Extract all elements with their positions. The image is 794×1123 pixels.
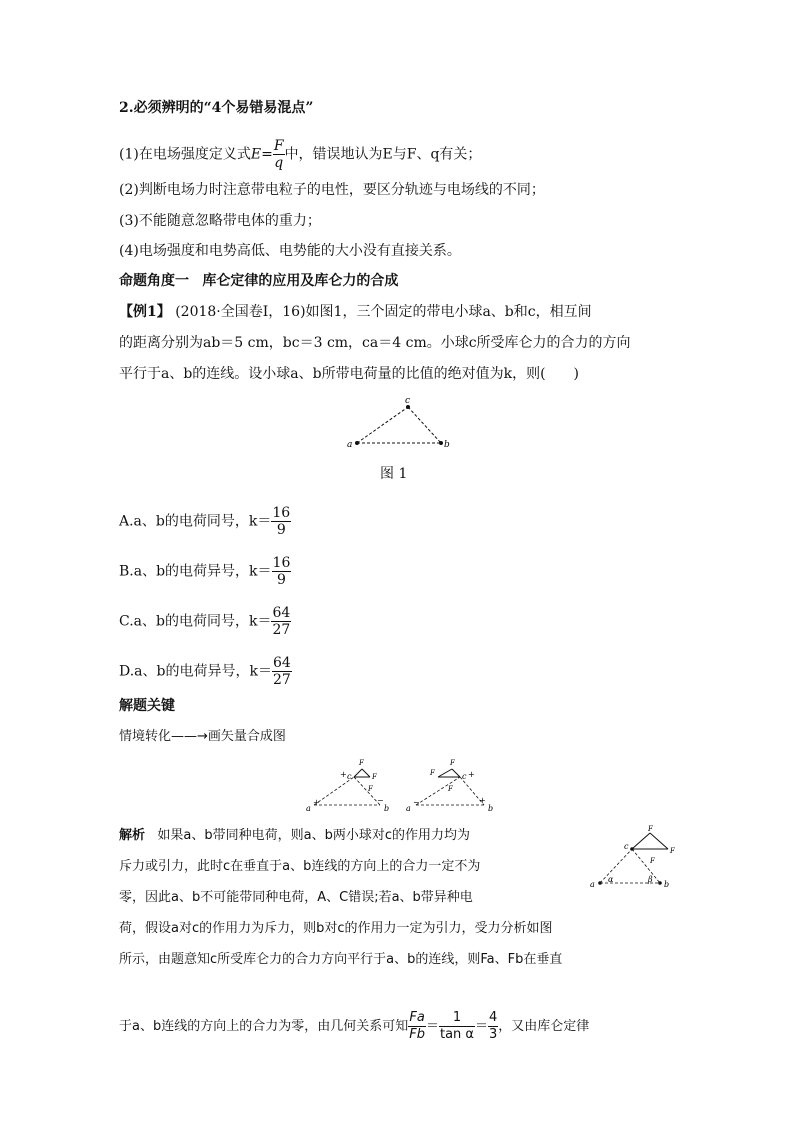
vector-figure-2 bbox=[404, 757, 496, 813]
vf1-force-b bbox=[362, 769, 370, 777]
option-c-fraction bbox=[271, 605, 291, 638]
angle-label: 命题角度一 bbox=[119, 273, 189, 289]
option-b bbox=[119, 555, 291, 588]
example-tag: 【例1】 bbox=[119, 304, 171, 320]
vf2-Fa: F bbox=[430, 769, 435, 777]
vf2-force-b bbox=[438, 769, 452, 777]
sf-edge-ac bbox=[600, 849, 632, 883]
proposition-angle bbox=[119, 270, 398, 292]
flow-end: 画矢量合成图 bbox=[207, 729, 286, 744]
vf1-edge-ac bbox=[314, 777, 354, 805]
eq-1: ＝ bbox=[425, 1019, 439, 1034]
edge-cb bbox=[408, 407, 441, 443]
option-b-text: B.a、b的电荷异号，k＝ bbox=[119, 563, 272, 580]
example-line-3: 平行于a、b的连线。设小球a、b所带电荷量的比值的绝对值为k，则( ) bbox=[119, 366, 580, 382]
sf-edge-cb bbox=[632, 849, 660, 883]
ball-b bbox=[439, 441, 443, 445]
sf-ball-c bbox=[630, 847, 634, 851]
flow-arrow: ——→ bbox=[171, 729, 208, 744]
side-force-figure bbox=[588, 823, 680, 893]
vf1-plus-c: + bbox=[340, 770, 347, 779]
ball-a bbox=[355, 441, 359, 445]
vf2-force-a bbox=[452, 769, 460, 777]
vf2-Fc: F bbox=[450, 759, 455, 767]
sf-ball-b bbox=[658, 881, 662, 885]
ratio1-num: Fa bbox=[409, 1010, 425, 1025]
ratio-fraction-2 bbox=[439, 1010, 475, 1043]
vf2-plus-c: + bbox=[468, 770, 475, 779]
vf2-edge-ac bbox=[416, 777, 460, 805]
analysis-line-1 bbox=[119, 825, 470, 847]
label-a: a bbox=[347, 440, 353, 449]
ratio2-den: tan α bbox=[439, 1027, 474, 1042]
example-line1-text: (2018·全国卷Ⅰ，16)如图1，三个固定的带电小球a、b和c，相互间 bbox=[175, 304, 592, 320]
item1-q: q bbox=[274, 155, 284, 171]
item1-pre: (1)在电场强度定义式 bbox=[119, 146, 251, 163]
vf1-label-a: a bbox=[306, 804, 311, 813]
option-b-fraction bbox=[272, 555, 292, 588]
ratio-fraction-1 bbox=[408, 1010, 426, 1043]
analysis-line1-text: 如果a、b带同种电荷，则a、b两小球对c的作用力均为 bbox=[157, 828, 471, 843]
item-2: (2)判断电场力时注意带电粒子的电性，要区分轨迹与电场线的不同； bbox=[119, 182, 545, 198]
vf2-plus-b: + bbox=[479, 796, 486, 805]
sf-Fc: F bbox=[648, 825, 653, 833]
section-heading: 2.必须辨明的“4个易错易混点” bbox=[119, 100, 314, 116]
vf1-label-c: c bbox=[347, 772, 352, 781]
sf-Fa: F bbox=[670, 847, 675, 855]
key-flow bbox=[119, 726, 286, 748]
option-c bbox=[119, 605, 291, 638]
angle-title: 库仑定律的应用及库仑力的合成 bbox=[202, 273, 399, 289]
item-1 bbox=[119, 138, 481, 171]
analysis-line-4: 荷，假设a对c的作用力为斥力，则b对c的作用力一定为引力，受力分析如图 bbox=[119, 921, 553, 936]
vf2-Fb: F bbox=[448, 785, 453, 793]
sf-force-a bbox=[632, 833, 650, 849]
vf2-label-a: a bbox=[406, 804, 411, 813]
vf1-Fb: F bbox=[368, 785, 373, 793]
sf-force-b bbox=[650, 833, 668, 849]
option-a-num: 16 bbox=[272, 505, 291, 521]
item1-post: 中，错误地认为E与F、q有关； bbox=[284, 146, 482, 163]
option-a-text: A.a、b的电荷同号，k＝ bbox=[119, 513, 272, 530]
option-d-fraction bbox=[272, 655, 292, 688]
figure-1-triangle bbox=[342, 395, 454, 449]
option-b-den: 9 bbox=[276, 572, 286, 588]
vf1-minus-b: − bbox=[377, 796, 384, 805]
sf-ball-a bbox=[598, 881, 602, 885]
figure-1-caption: 图 1 bbox=[380, 466, 408, 482]
eq-2: ＝ bbox=[474, 1019, 488, 1034]
sf-beta: β bbox=[648, 875, 653, 884]
vf2-label-c: c bbox=[462, 772, 467, 781]
label-c: c bbox=[405, 396, 411, 406]
vf1-Fa: F bbox=[372, 773, 377, 781]
analysis-line-5: 所示，由题意知c所受库仑力的合力方向平行于a、b的连线，则Fa、Fb在垂直 bbox=[119, 952, 563, 967]
option-a-fraction bbox=[271, 505, 291, 538]
vector-figure-1 bbox=[304, 757, 390, 813]
item-4: (4)电场强度和电势高低、电势能的大小没有直接关系。 bbox=[119, 243, 461, 259]
option-c-den: 27 bbox=[272, 622, 291, 638]
ratio2-num: 1 bbox=[439, 1010, 475, 1027]
key-title: 解题关键 bbox=[119, 698, 175, 714]
ratio-fraction-3 bbox=[488, 1010, 498, 1043]
sf-Fb: F bbox=[650, 857, 655, 865]
ratio3-den: 3 bbox=[489, 1027, 498, 1042]
vf1-label-b: b bbox=[384, 804, 390, 813]
analysis-label: 解析 bbox=[119, 828, 146, 843]
vf1-Fc: F bbox=[359, 759, 364, 767]
example-line-1 bbox=[119, 301, 592, 323]
option-b-num: 16 bbox=[272, 555, 291, 571]
item1-F: F bbox=[273, 138, 284, 154]
item1-E: E bbox=[250, 146, 262, 163]
edge-ac bbox=[357, 407, 408, 443]
analysis-line6-post: ，又由库仑定律 bbox=[498, 1019, 590, 1034]
option-c-text: C.a、b的电荷同号，k＝ bbox=[119, 613, 272, 630]
sf-label-b: b bbox=[664, 880, 670, 889]
option-d-text: D.a、b的电荷异号，k＝ bbox=[119, 663, 272, 680]
option-a-den: 9 bbox=[276, 522, 286, 538]
vf1-force-a bbox=[354, 769, 362, 777]
option-d-num: 64 bbox=[272, 655, 291, 671]
option-d bbox=[119, 655, 292, 688]
example-line-2: 的距离分别为ab＝5 cm，bc＝3 cm，ca＝4 cm。小球c所受库仑力的合力的方向 bbox=[119, 335, 631, 351]
sf-alpha: α bbox=[608, 875, 614, 884]
flow-start: 情境转化 bbox=[119, 729, 172, 744]
analysis-line-2: 斥力或引力，此时c在垂直于a、b连线的方向上的合力一定不为 bbox=[119, 859, 481, 874]
option-c-num: 64 bbox=[272, 605, 291, 621]
vf1-plus-a: + bbox=[313, 798, 320, 807]
option-d-den: 27 bbox=[272, 672, 291, 688]
analysis-line-6 bbox=[119, 1010, 589, 1043]
item1-eq: = bbox=[261, 146, 273, 163]
ratio3-num: 4 bbox=[489, 1010, 498, 1025]
analysis-line-3: 零，因此a、b不可能带同种电荷，A、C错误;若a、b带异种电 bbox=[119, 890, 473, 905]
option-a bbox=[119, 505, 291, 538]
vf2-label-b: b bbox=[488, 804, 494, 813]
ratio1-den: Fb bbox=[409, 1027, 425, 1042]
sf-label-c: c bbox=[624, 842, 629, 851]
sf-label-a: a bbox=[590, 880, 595, 889]
item1-fraction bbox=[273, 138, 285, 171]
item-3: (3)不能随意忽略带电体的重力； bbox=[119, 213, 321, 229]
analysis-line6-pre: 于a、b连线的方向上的合力为零，由几何关系可知 bbox=[119, 1019, 409, 1034]
vf2-minus-a: − bbox=[413, 798, 420, 807]
label-b: b bbox=[444, 440, 450, 449]
